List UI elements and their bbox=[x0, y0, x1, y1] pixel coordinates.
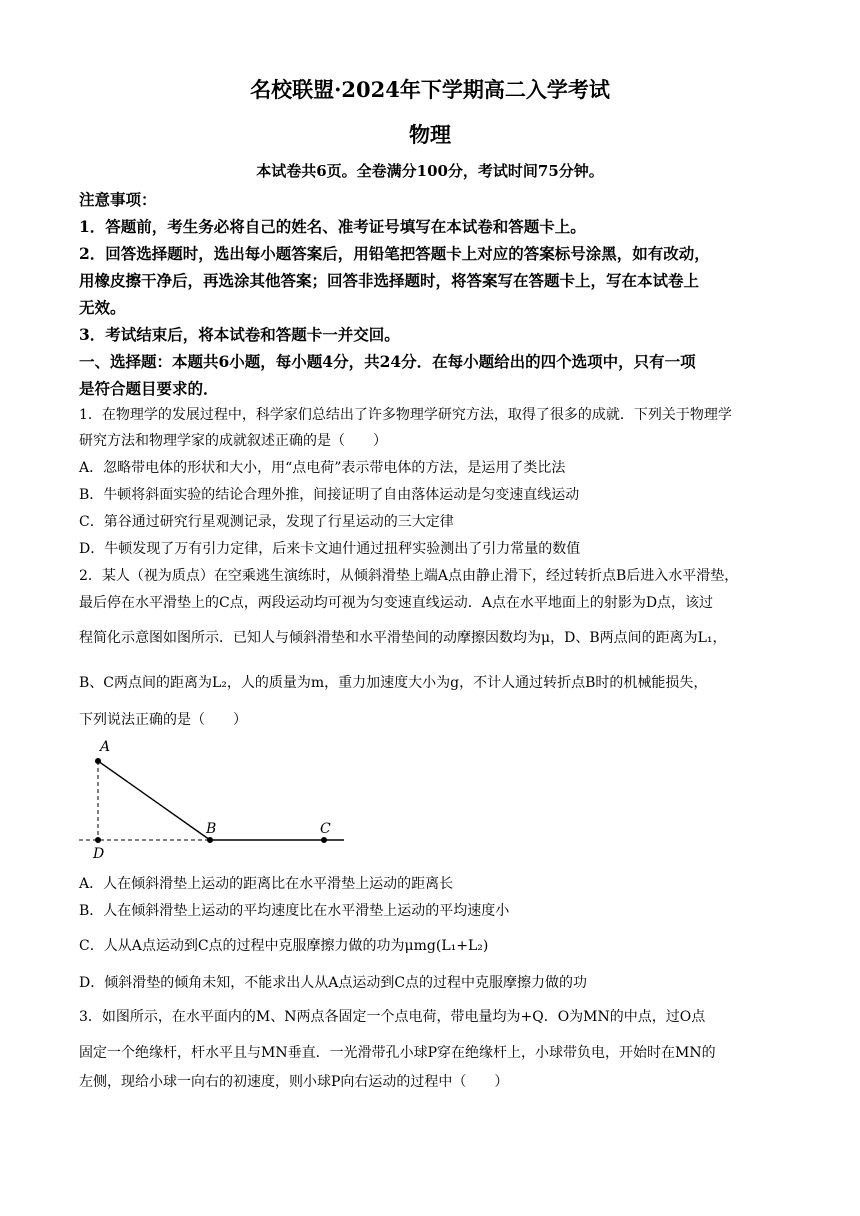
q2-stem-line-2: 最后停在水平滑垫上的C点，两段运动均可视为匀变速直线运动．A点在水平地面上的射影为D点，该过 bbox=[79, 595, 714, 611]
q1-stem-line-2: 研究方法和物理学家的成就叙述正确的是（ ） bbox=[79, 433, 387, 449]
q2-option-a: A．人在倾斜滑垫上运动的距离比在水平滑垫上运动的距离长 bbox=[79, 876, 454, 892]
label-d: D bbox=[93, 846, 105, 862]
q2-option-d: D．倾斜滑垫的倾角未知，不能求出人从A点运动到C点的过程中克服摩擦力做的功 bbox=[79, 975, 588, 991]
notice-heading: 注意事项： bbox=[79, 190, 157, 209]
label-c: C bbox=[320, 821, 331, 837]
q3-stem-line-2: 固定一个绝缘杆，杆水平且与MN垂直．一光滑带孔小球P穿在绝缘杆上，小球带负电，开始时在MN的 bbox=[79, 1045, 716, 1061]
notice-item-2-line-2: 用橡皮擦干净后，再选涂其他答案；回答非选择题时，将答案写在答题卡上，写在本试卷上 bbox=[79, 271, 700, 290]
point-c bbox=[321, 837, 327, 843]
q2-option-c: C．人从A点运动到C点的过程中克服摩擦力做的功为μmg(L₁+L₂) bbox=[79, 938, 489, 954]
notice-item-2-line-3: 无效。 bbox=[79, 298, 126, 317]
subject-title: 物理 bbox=[409, 122, 451, 147]
exam-meta: 本试卷共6页。全卷满分100分，考试时间75分钟。 bbox=[256, 162, 604, 180]
q1-option-b: B．牛顿将斜面实验的结论合理外推，间接证明了自由落体运动是匀变速直线运动 bbox=[79, 487, 580, 503]
q2-stem-line-1: 2．某人（视为质点）在空乘逃生演练时，从倾斜滑垫上端A点由静止滑下，经过转折点B后进入水平滑垫， bbox=[79, 568, 739, 584]
q1-option-d: D．牛顿发现了万有引力定律，后来卡文迪什通过扭秤实验测出了引力常量的数值 bbox=[79, 541, 581, 557]
notice-item-2-line-1: 2．回答选择题时，选出每小题答案后，用铅笔把答题卡上对应的答案标号涂黑，如有改动， bbox=[79, 244, 710, 263]
label-a: A bbox=[100, 739, 111, 755]
q3-stem-line-3: 左侧，现给小球一向右的初速度，则小球P向右运动的过程中（ ） bbox=[79, 1074, 509, 1090]
point-d bbox=[95, 837, 101, 843]
notice-item-3: 3．考试结束后，将本试卷和答题卡一并交回。 bbox=[79, 325, 400, 344]
q3-stem-line-1: 3．如图所示，在水平面内的M、N两点各固定一个点电荷，带电量均为+Q．O为MN的中点，过O点 bbox=[79, 1009, 706, 1025]
q2-stem-line-4: B、C两点间的距离为L₂，人的质量为m，重力加速度大小为g，不计人通过转折点B时的机械能损失， bbox=[79, 675, 708, 691]
q2-stem-line-5: 下列说法正确的是（ ） bbox=[79, 712, 247, 728]
exam-title: 名校联盟·2024年下学期高二入学考试 bbox=[250, 77, 610, 102]
q1-stem-line-1: 1．在物理学的发展过程中，科学家们总结出了许多物理学研究方法，取得了很多的成就．下列关于物理学 bbox=[79, 407, 732, 423]
point-a bbox=[95, 758, 101, 764]
incline-line bbox=[98, 761, 210, 840]
label-b: B bbox=[206, 821, 217, 837]
q1-option-a: A．忽略带电体的形状和大小，用“点电荷”表示带电体的方法，是运用了类比法 bbox=[79, 460, 566, 476]
section-heading-line-2: 是符合题目要求的． bbox=[79, 379, 219, 398]
q2-stem-line-3: 程简化示意图如图所示．已知人与倾斜滑垫和水平滑垫间的动摩擦因数均为μ，D、B两点间的距离为L₁， bbox=[79, 630, 727, 646]
point-b bbox=[207, 837, 213, 843]
notice-item-1: 1．答题前，考生务必将自己的姓名、准考证号填写在本试卷和答题卡上。 bbox=[79, 217, 586, 236]
incline-diagram bbox=[79, 736, 349, 864]
q1-option-c: C．第谷通过研究行星观测记录，发现了行星运动的三大定律 bbox=[79, 514, 454, 530]
q2-option-b: B．人在倾斜滑垫上运动的平均速度比在水平滑垫上运动的平均速度小 bbox=[79, 903, 510, 919]
section-heading-line-1: 一、选择题：本题共6小题，每小题4分，共24分．在每小题给出的四个选项中，只有一项 bbox=[79, 352, 696, 371]
